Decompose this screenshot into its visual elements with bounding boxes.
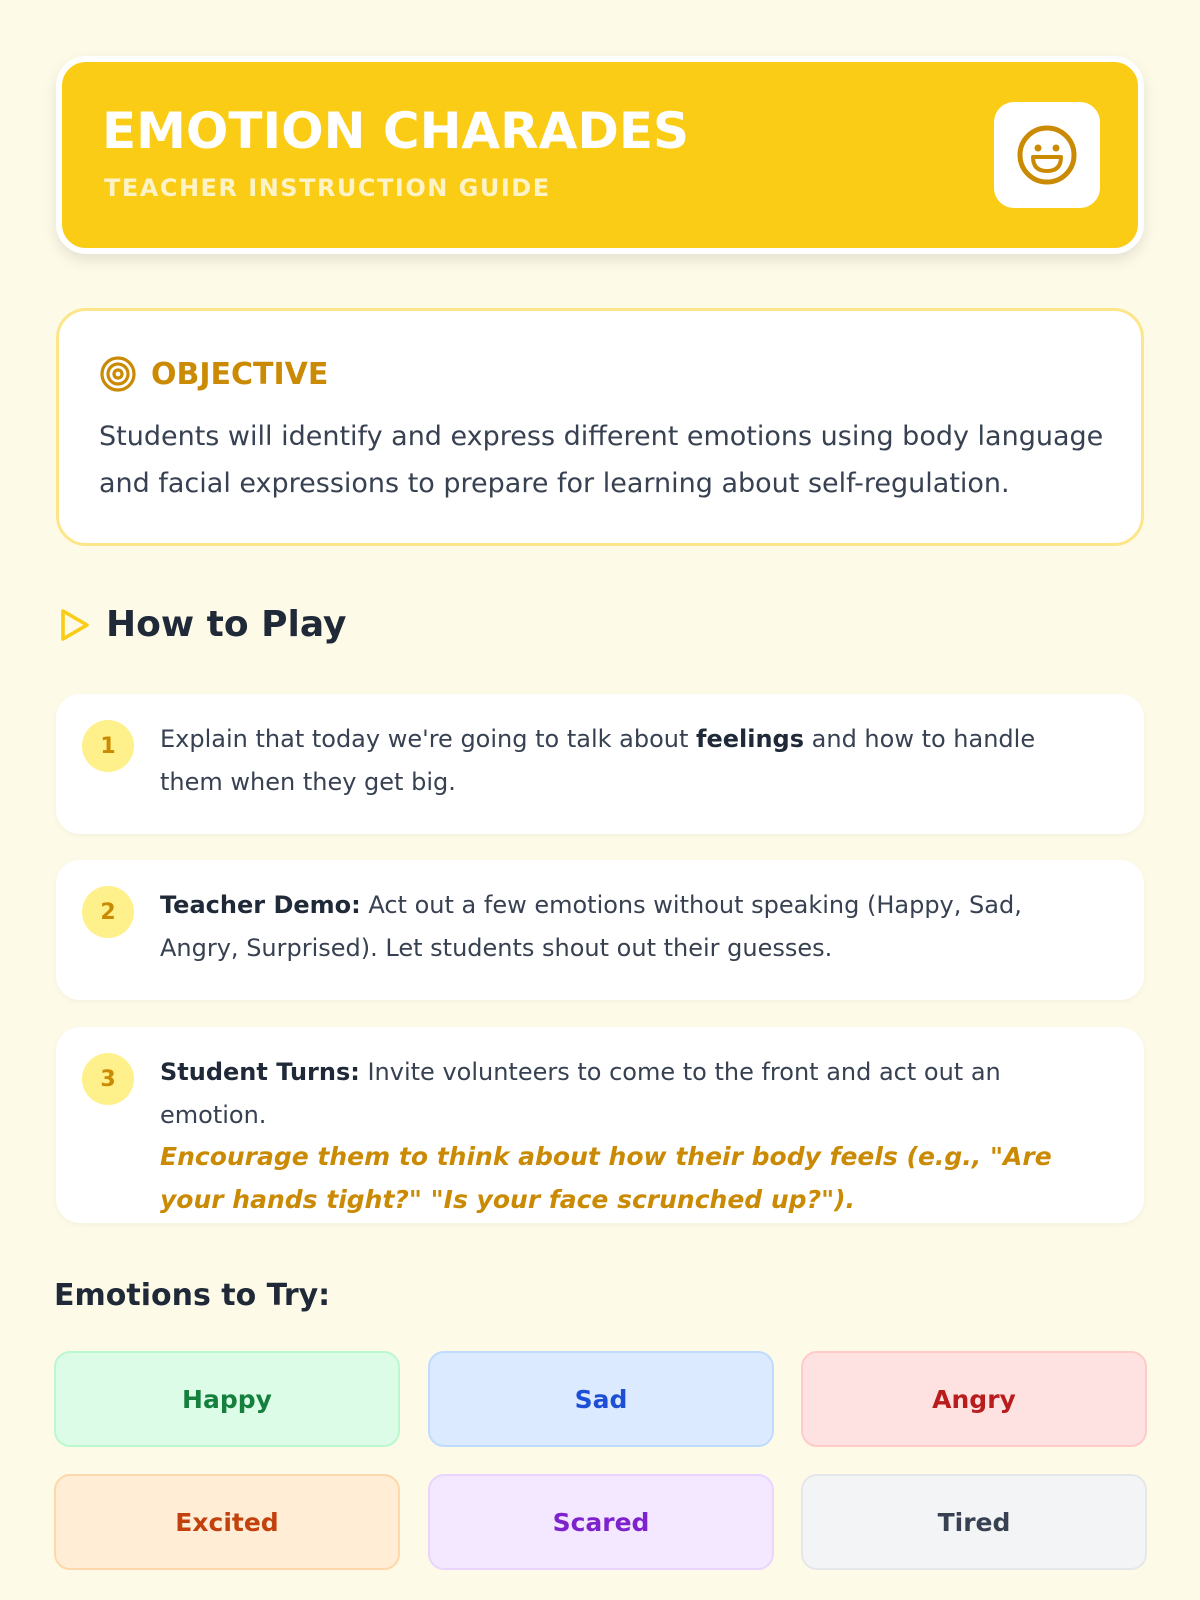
step-number: 3 (82, 1053, 134, 1105)
step-tip: Encourage them to think about how their body feels (e.g., "Are your hands tight?" "Is your face scrunched up?"). (160, 1142, 1052, 1214)
header-banner (56, 56, 1144, 254)
emotions-title: Emotions to Try: (54, 1278, 331, 1313)
emotion-card-happy[interactable]: Happy (54, 1351, 400, 1447)
step-text: Teacher Demo: Act out a few emotions without speaking (Happy, Sad, Angry, Surprised). Let students shout out their guesses. (160, 891, 1022, 962)
step-text: Student Turns: Invite volunteers to come to the front and act out an emotion. (160, 1058, 1001, 1129)
play-icon (58, 607, 92, 643)
step-text: Explain that today we're going to talk about feelings and how to handle them when they get big. (160, 725, 1036, 796)
page-subtitle: TEACHER INSTRUCTION GUIDE (104, 174, 551, 202)
how-to-play-heading (58, 604, 347, 645)
emotion-card-scared[interactable]: Scared (428, 1474, 774, 1570)
step-card-2 (56, 860, 1144, 1000)
target-icon (99, 355, 137, 393)
objective-text: Students will identify and express different emotions using body language and facial expressions to prepare for learning about self-regulation. (99, 421, 1104, 499)
step-number: 2 (82, 886, 134, 938)
objective-heading (99, 355, 328, 393)
step-card-3 (56, 1027, 1144, 1223)
header-icon-box (994, 102, 1100, 208)
emotion-card-tired[interactable]: Tired (801, 1474, 1147, 1570)
how-to-play-title: How to Play (106, 604, 347, 645)
objective-card (56, 308, 1144, 546)
smile-icon (1016, 124, 1078, 186)
page-title: EMOTION CHARADES (102, 102, 689, 160)
step-card-1 (56, 694, 1144, 834)
emotion-card-excited[interactable]: Excited (54, 1474, 400, 1570)
step-number: 1 (82, 720, 134, 772)
emotion-card-sad[interactable]: Sad (428, 1351, 774, 1447)
objective-title: OBJECTIVE (151, 356, 329, 392)
emotion-card-angry[interactable]: Angry (801, 1351, 1147, 1447)
